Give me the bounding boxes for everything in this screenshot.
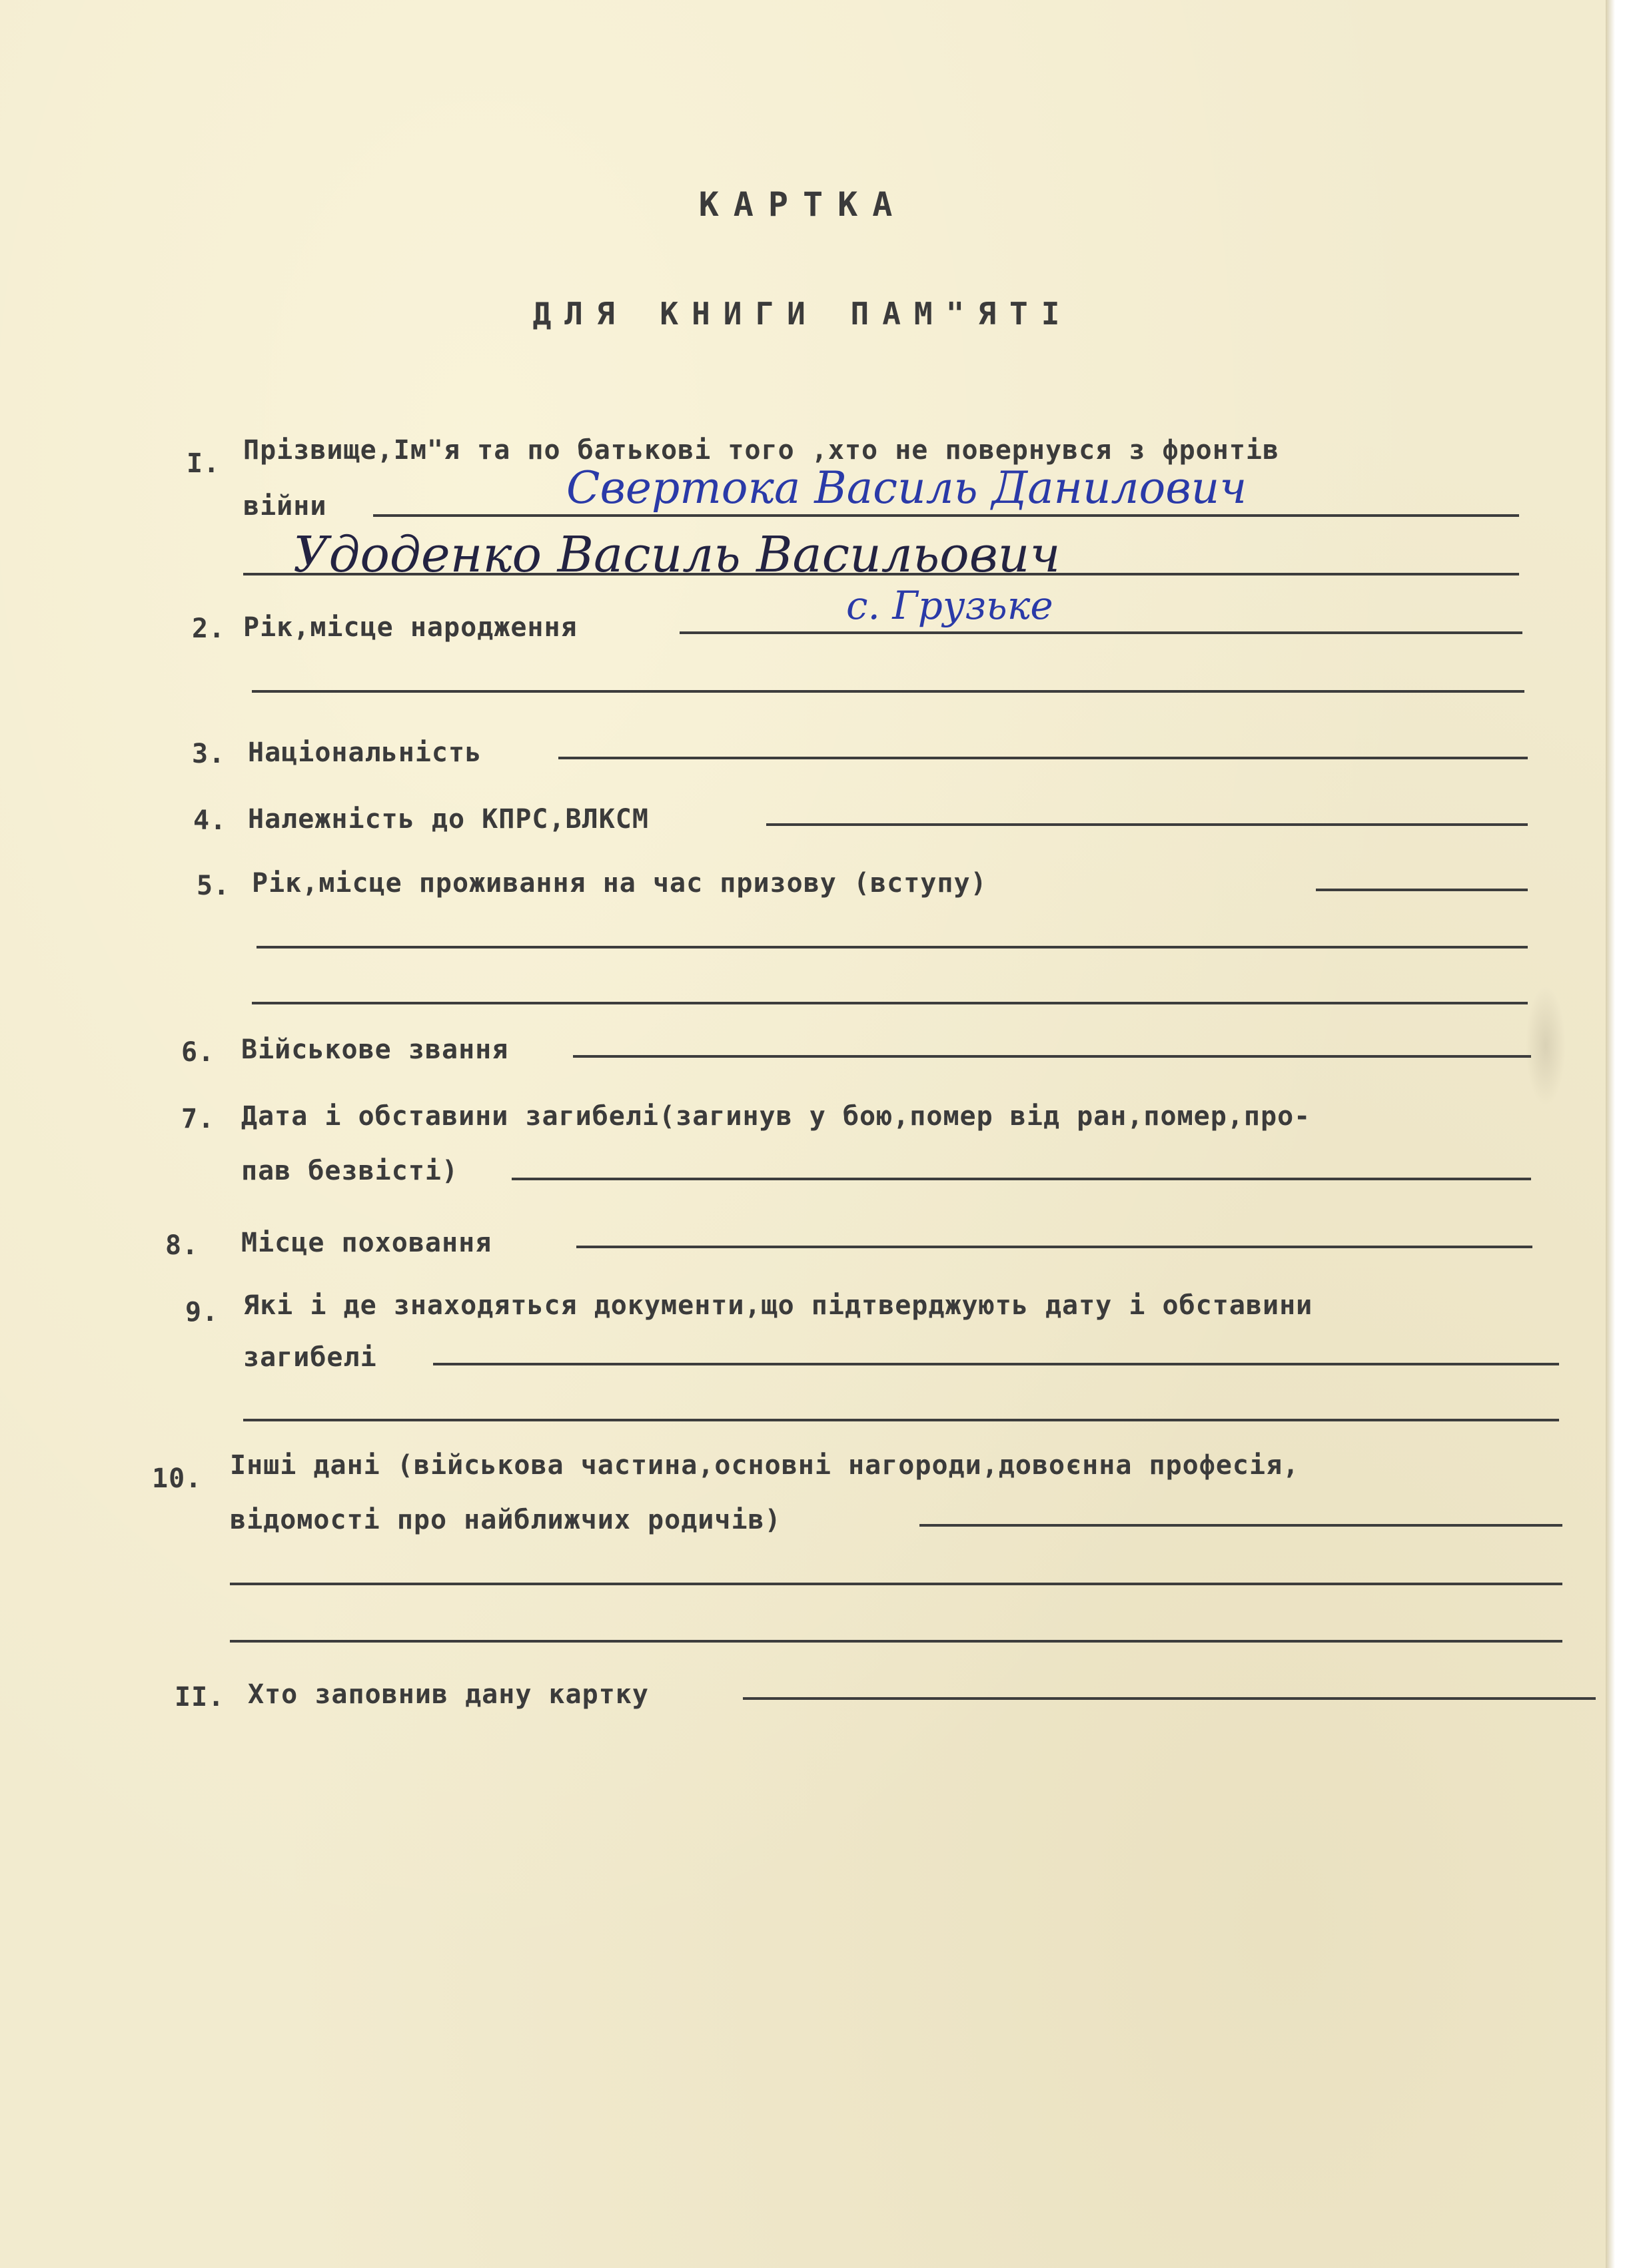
field-label: Інші дані (військова частина,основні нагороди,довоєнна професія, [230,1450,1300,1481]
field-label: Належність до КПРС,ВЛКСМ [248,804,649,835]
entry-line [766,823,1528,826]
field-label: Які і де знаходяться документи,що підтверджують дату і обставини [243,1290,1313,1321]
handwritten-name-2: Удоденко Василь Васильович [293,526,1061,583]
entry-line [433,1363,1559,1365]
field-label: Військове звання [241,1034,509,1065]
field-number: 8. [165,1230,199,1261]
field-number: 6. [181,1037,215,1068]
entry-line [252,1002,1528,1004]
field-number: 7. [181,1104,215,1134]
entry-line [919,1524,1562,1527]
handwritten-name-1: Свертока Василь Данилович [566,462,1247,514]
field-number: 3. [192,739,226,769]
field-number: I. [187,448,221,479]
field-label: Національність [248,737,482,768]
field-number: 2. [192,613,226,644]
entry-line [243,1419,1559,1421]
field-label-continuation: відомості про найближчих родичів) [230,1505,782,1535]
field-label: Дата і обставини загибелі(загинув у бою,помер від ран,помер,про- [241,1101,1311,1132]
entry-line [373,514,1519,517]
handwritten-birthplace: с. Грузьке [846,583,1053,628]
paper-stain [1526,986,1566,1106]
entry-line [252,690,1524,693]
field-label: Рік,місце народження [243,612,578,643]
entry-line [230,1583,1562,1585]
entry-line [230,1640,1562,1643]
field-number: 10. [152,1463,203,1494]
field-number: 4. [193,805,227,836]
card-title: КАРТКА [698,185,907,224]
field-label: Місце поховання [241,1228,492,1258]
entry-line [558,757,1528,759]
field-label-continuation: пав безвісті) [241,1156,459,1186]
field-number: 9. [185,1297,219,1327]
entry-line [257,946,1528,948]
paper-edge [1606,0,1635,2268]
field-number: II. [175,1682,225,1712]
field-label-continuation: війни [243,491,327,522]
entry-line [680,631,1522,634]
field-number: 5. [197,871,231,901]
entry-line [576,1246,1532,1248]
entry-line [573,1055,1531,1058]
entry-line [743,1697,1596,1700]
entry-line [1316,889,1528,891]
field-label: Рік,місце проживання на час призову (вступу) [252,868,987,899]
entry-line [512,1178,1531,1180]
field-label: Прізвище,Ім"я та по батькові того ,хто не повернувся з фронтів [243,435,1280,466]
field-label-continuation: загибелі [243,1342,377,1373]
card-subtitle: ДЛЯ КНИГИ ПАМ"ЯТІ [532,296,1073,332]
field-label: Хто заповнив дану картку [248,1679,649,1710]
